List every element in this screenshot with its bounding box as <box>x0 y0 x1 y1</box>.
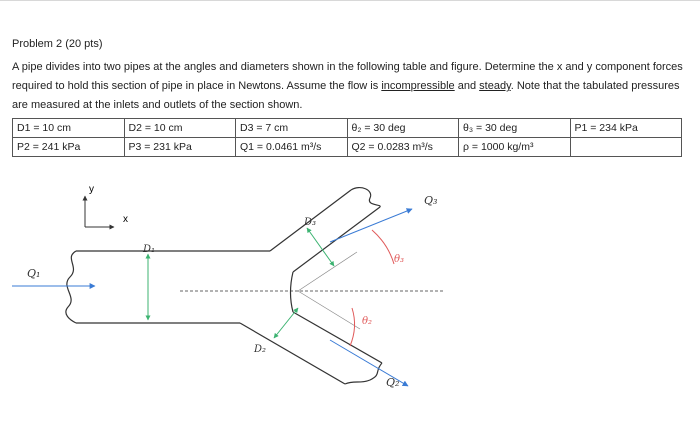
table-cell: P2 = 241 kPa <box>13 138 125 157</box>
axis-y-label: y <box>89 184 94 195</box>
q2-label: Q₂ <box>386 376 400 389</box>
top-divider <box>0 0 700 1</box>
table-cell: D3 = 7 cm <box>236 119 348 138</box>
branch2-centerline <box>298 291 360 329</box>
table-cell: D1 = 10 cm <box>13 119 125 138</box>
statement-intro: A pipe divides into two pipes at the angles and diameters shown in the following table and figure. Determine the x and y component forces required to hold this section of pipe in place in Newtons. Assume the flow is <box>12 61 683 92</box>
theta2-arc <box>350 308 355 346</box>
q1-label: Q₁ <box>27 267 41 280</box>
statement-and: and <box>454 80 480 92</box>
d2-dimension <box>274 308 298 338</box>
problem-statement <box>12 58 688 115</box>
coordinate-axes <box>85 184 128 227</box>
d1-label: D₁ <box>143 244 156 255</box>
parameter-table <box>12 118 682 157</box>
d2-label: D₂ <box>254 344 267 355</box>
q3-label: Q₃ <box>424 194 438 207</box>
table-cell: Q1 = 0.0461 m³/s <box>236 138 348 157</box>
d3-label: D₃ <box>304 217 317 228</box>
table-row <box>13 138 682 157</box>
table-cell: θ₃ = 30 deg <box>459 119 571 138</box>
table-cell: P1 = 234 kPa <box>570 119 682 138</box>
pipe-outline <box>66 188 382 384</box>
d3-dimension <box>307 228 334 266</box>
table-cell <box>570 138 682 157</box>
problem-title: Problem 2 (20 pts) <box>12 38 103 50</box>
theta2-label: θ₂ <box>362 316 373 327</box>
table-cell: Q2 = 0.0283 m³/s <box>347 138 459 157</box>
branch3-centerline <box>298 252 357 291</box>
axis-x-label: x <box>123 214 128 225</box>
table-cell: P3 = 231 kPa <box>124 138 236 157</box>
pipe-diagram <box>0 172 700 445</box>
table-cell: θ₂ = 30 deg <box>347 119 459 138</box>
table-cell: D2 = 10 cm <box>124 119 236 138</box>
term-incompressible: incompressible <box>381 80 455 92</box>
term-steady: steady <box>479 80 511 92</box>
table-cell: ρ = 1000 kg/m³ <box>459 138 571 157</box>
theta3-label: θ₃ <box>394 254 405 265</box>
statement-outro: . Note that the tabulated pressures are measured at the inlets and outlets of the section shown. <box>12 80 680 111</box>
theta3-arc <box>372 230 394 264</box>
table-row <box>13 119 682 138</box>
